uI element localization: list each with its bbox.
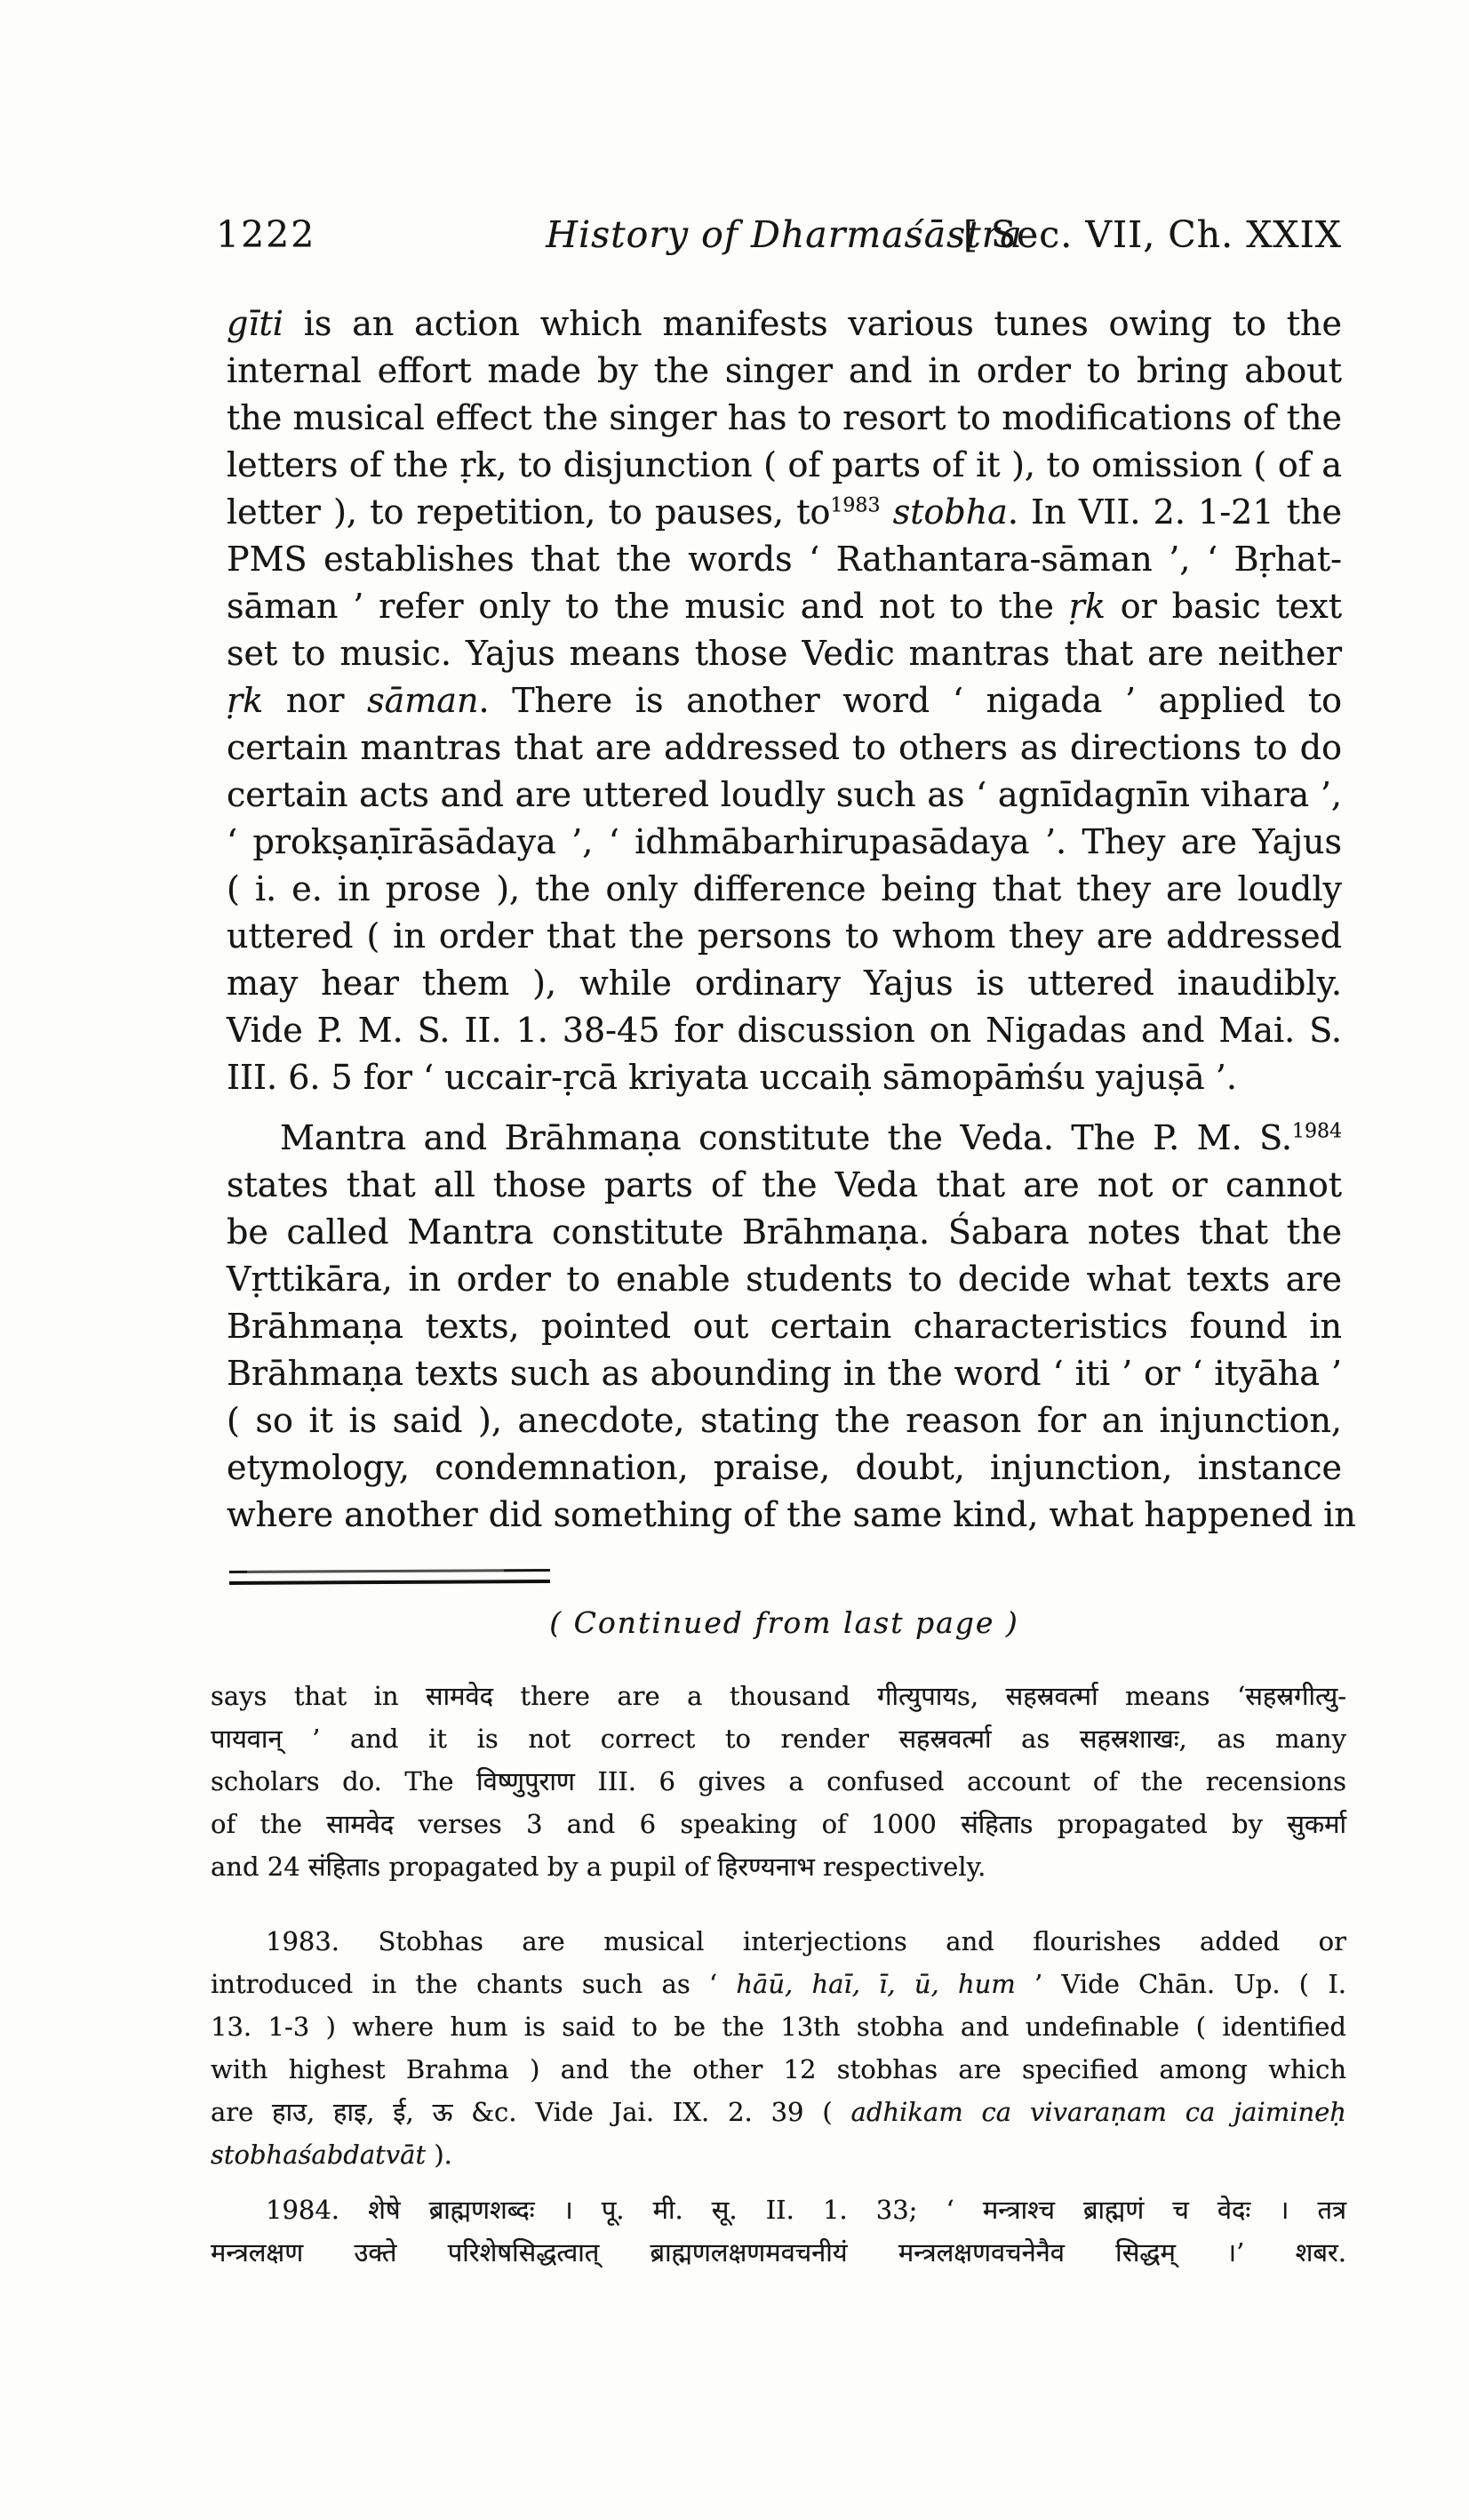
- text-line: the musical effect the singer has to resort to modifications of the: [227, 398, 1342, 437]
- text-line: III. 6. 5 for ‘ uccair-ṛcā kriyata uccaiḥ sāmopāṁśu yajuṣā ’.: [227, 1058, 1237, 1097]
- text-line: letter ), to repetition, to pauses, $to^{1983}$ stobha. In VII. 2. 1-21 the: [227, 492, 1342, 532]
- text-line: Brāhmaṇa texts such as abounding in the word ‘ iti ’ or ‘ ityāha ’: [227, 1354, 1342, 1393]
- footnote-line: says that in सामवेद there are a thousand गीत्युपायs, सहस्रवर्त्मा means ‘सहस्रगीत्यु-: [211, 1681, 1346, 1711]
- footnote-line: 1984. शेषे ब्राह्मणशब्दः । पू. मी. सू. II. 1. 33; ‘ मन्त्राश्च ब्राह्मणं च वेदः । तत्र: [266, 2195, 1346, 2225]
- text-line: where another did something of the same kind, what happened in: [227, 1495, 1356, 1534]
- continued-from-last-page-caption: ( Continued from last page ): [549, 1605, 1019, 1640]
- paragraph-1: [227, 300, 1342, 1101]
- text-line: ( so it is said ), anecdote, stating the reason for an injunction,: [227, 1401, 1342, 1440]
- footnote-line: are हाउ, हाइ, ई, ऊ &c. Vide Jai. IX. 2. 39 ( adhikam ca vivaraṇam ca jaimineḥ: [211, 2097, 1346, 2127]
- text-line: Mantra and Brāhmaṇa constitute the Veda. The P. M. S.$^{1984}$: [280, 1118, 1342, 1157]
- footnote-line: with highest Brahma ) and the other 12 stobhas are specified among which: [211, 2054, 1346, 2084]
- text-line: internal effort made by the singer and in order to bring about: [227, 351, 1342, 390]
- paragraph-2: [227, 1115, 1356, 1539]
- text-line: Vide P. M. S. II. 1. 38-45 for discussion on Nigadas and Mai. S.: [227, 1011, 1342, 1050]
- footnote-1984: [211, 2188, 1346, 2274]
- text-line: ( i. e. in prose ), the only difference being that they are loudly: [227, 869, 1342, 908]
- text-line: sāman ’ refer only to the music and not to the ṛk or basic text: [227, 587, 1342, 626]
- text-line: PMS establishes that the words ‘ Rathantara-sāman ’, ‘ Bṛhat-: [227, 540, 1342, 579]
- footnote-line: and 24 संहिताs propagated by a pupil of हिरण्यनाभ respectively.: [211, 1852, 986, 1882]
- text-line: ‘ prokṣaṇīrāsādaya ’, ‘ idhmābarhirupasādaya ’. They are Yajus: [227, 822, 1342, 861]
- text-line: set to music. Yajus means those Vedic mantras that are neither: [227, 634, 1342, 673]
- footnote-line: पायवान् ’ and it is not correct to render सहस्रवर्त्मा as सहस्रशाखः, as many: [211, 1724, 1346, 1754]
- text-line: be called Mantra constitute Brāhmaṇa. Śabara notes that the: [227, 1212, 1342, 1252]
- text-line: Brāhmaṇa texts, pointed out certain characteristics found in: [227, 1307, 1342, 1346]
- text-line: uttered ( in order that the persons to whom they are addressed: [227, 916, 1342, 956]
- page-header: [216, 213, 1342, 258]
- footnote-line: introduced in the chants such as ‘ hāū, haī, ī, ū, hum ’ Vide Chān. Up. ( I.: [211, 1969, 1346, 1999]
- footnote-line: 13. 1-3 ) where hum is said to be the 13th stobha and undefinable ( identified: [211, 2012, 1346, 2042]
- footnote-line: scholars do. The विष्णुपुराण III. 6 gives a confused account of the recensions: [211, 1766, 1346, 1796]
- text-line: states that all those parts of the Veda that are not or cannot: [227, 1165, 1342, 1204]
- text-line: may hear them ), while ordinary Yajus is uttered inaudibly.: [227, 964, 1342, 1003]
- footnotes-block: [211, 1675, 1346, 2274]
- footnote-line: 1983. Stobhas are musical interjections and flourishes added or: [266, 1926, 1346, 1956]
- running-title: History of Dharmaśāstra: [546, 213, 1023, 256]
- text-line: certain mantras that are addressed to others as directions to do: [227, 728, 1342, 767]
- footnote-continued-paragraph: [211, 1675, 1346, 1888]
- text-line: ṛk nor sāman. There is another word ‘ nigada ’ applied to: [227, 681, 1342, 720]
- footnote-line: of the सामवेद verses 3 and 6 speaking of 1000 संहिताs propagated by सुकर्मा: [211, 1809, 1346, 1839]
- page-number: 1222: [216, 213, 316, 256]
- text-line: letters of the ṛk, to disjunction ( of parts of it ), to omission ( of a: [227, 445, 1342, 484]
- section-chapter-label: [ Sec. VII, Ch. XXIX: [962, 213, 1342, 256]
- text-line: certain acts and are uttered loudly such as ‘ agnīdagnīn vihara ’,: [227, 775, 1342, 814]
- footnote-divider-rule: [229, 1569, 550, 1585]
- footnote-line: stobhaśabdatvāt ).: [211, 2140, 452, 2170]
- text-line: gīti is an action which manifests various tunes owing to the: [227, 304, 1342, 343]
- text-line: etymology, condemnation, praise, doubt, injunction, instance: [227, 1448, 1342, 1487]
- footnote-line: मन्त्रलक्षण उक्ते परिशेषसिद्धत्वात् ब्राह्मणलक्षणमवचनीयं मन्त्रलक्षणवचनेनैव सिद्धम् ।’ शबर.: [211, 2237, 1346, 2268]
- text-line: Vṛttikāra, in order to enable students to decide what texts are: [227, 1260, 1342, 1299]
- body-text: [227, 300, 1356, 1539]
- footnote-1983: [211, 1920, 1346, 2176]
